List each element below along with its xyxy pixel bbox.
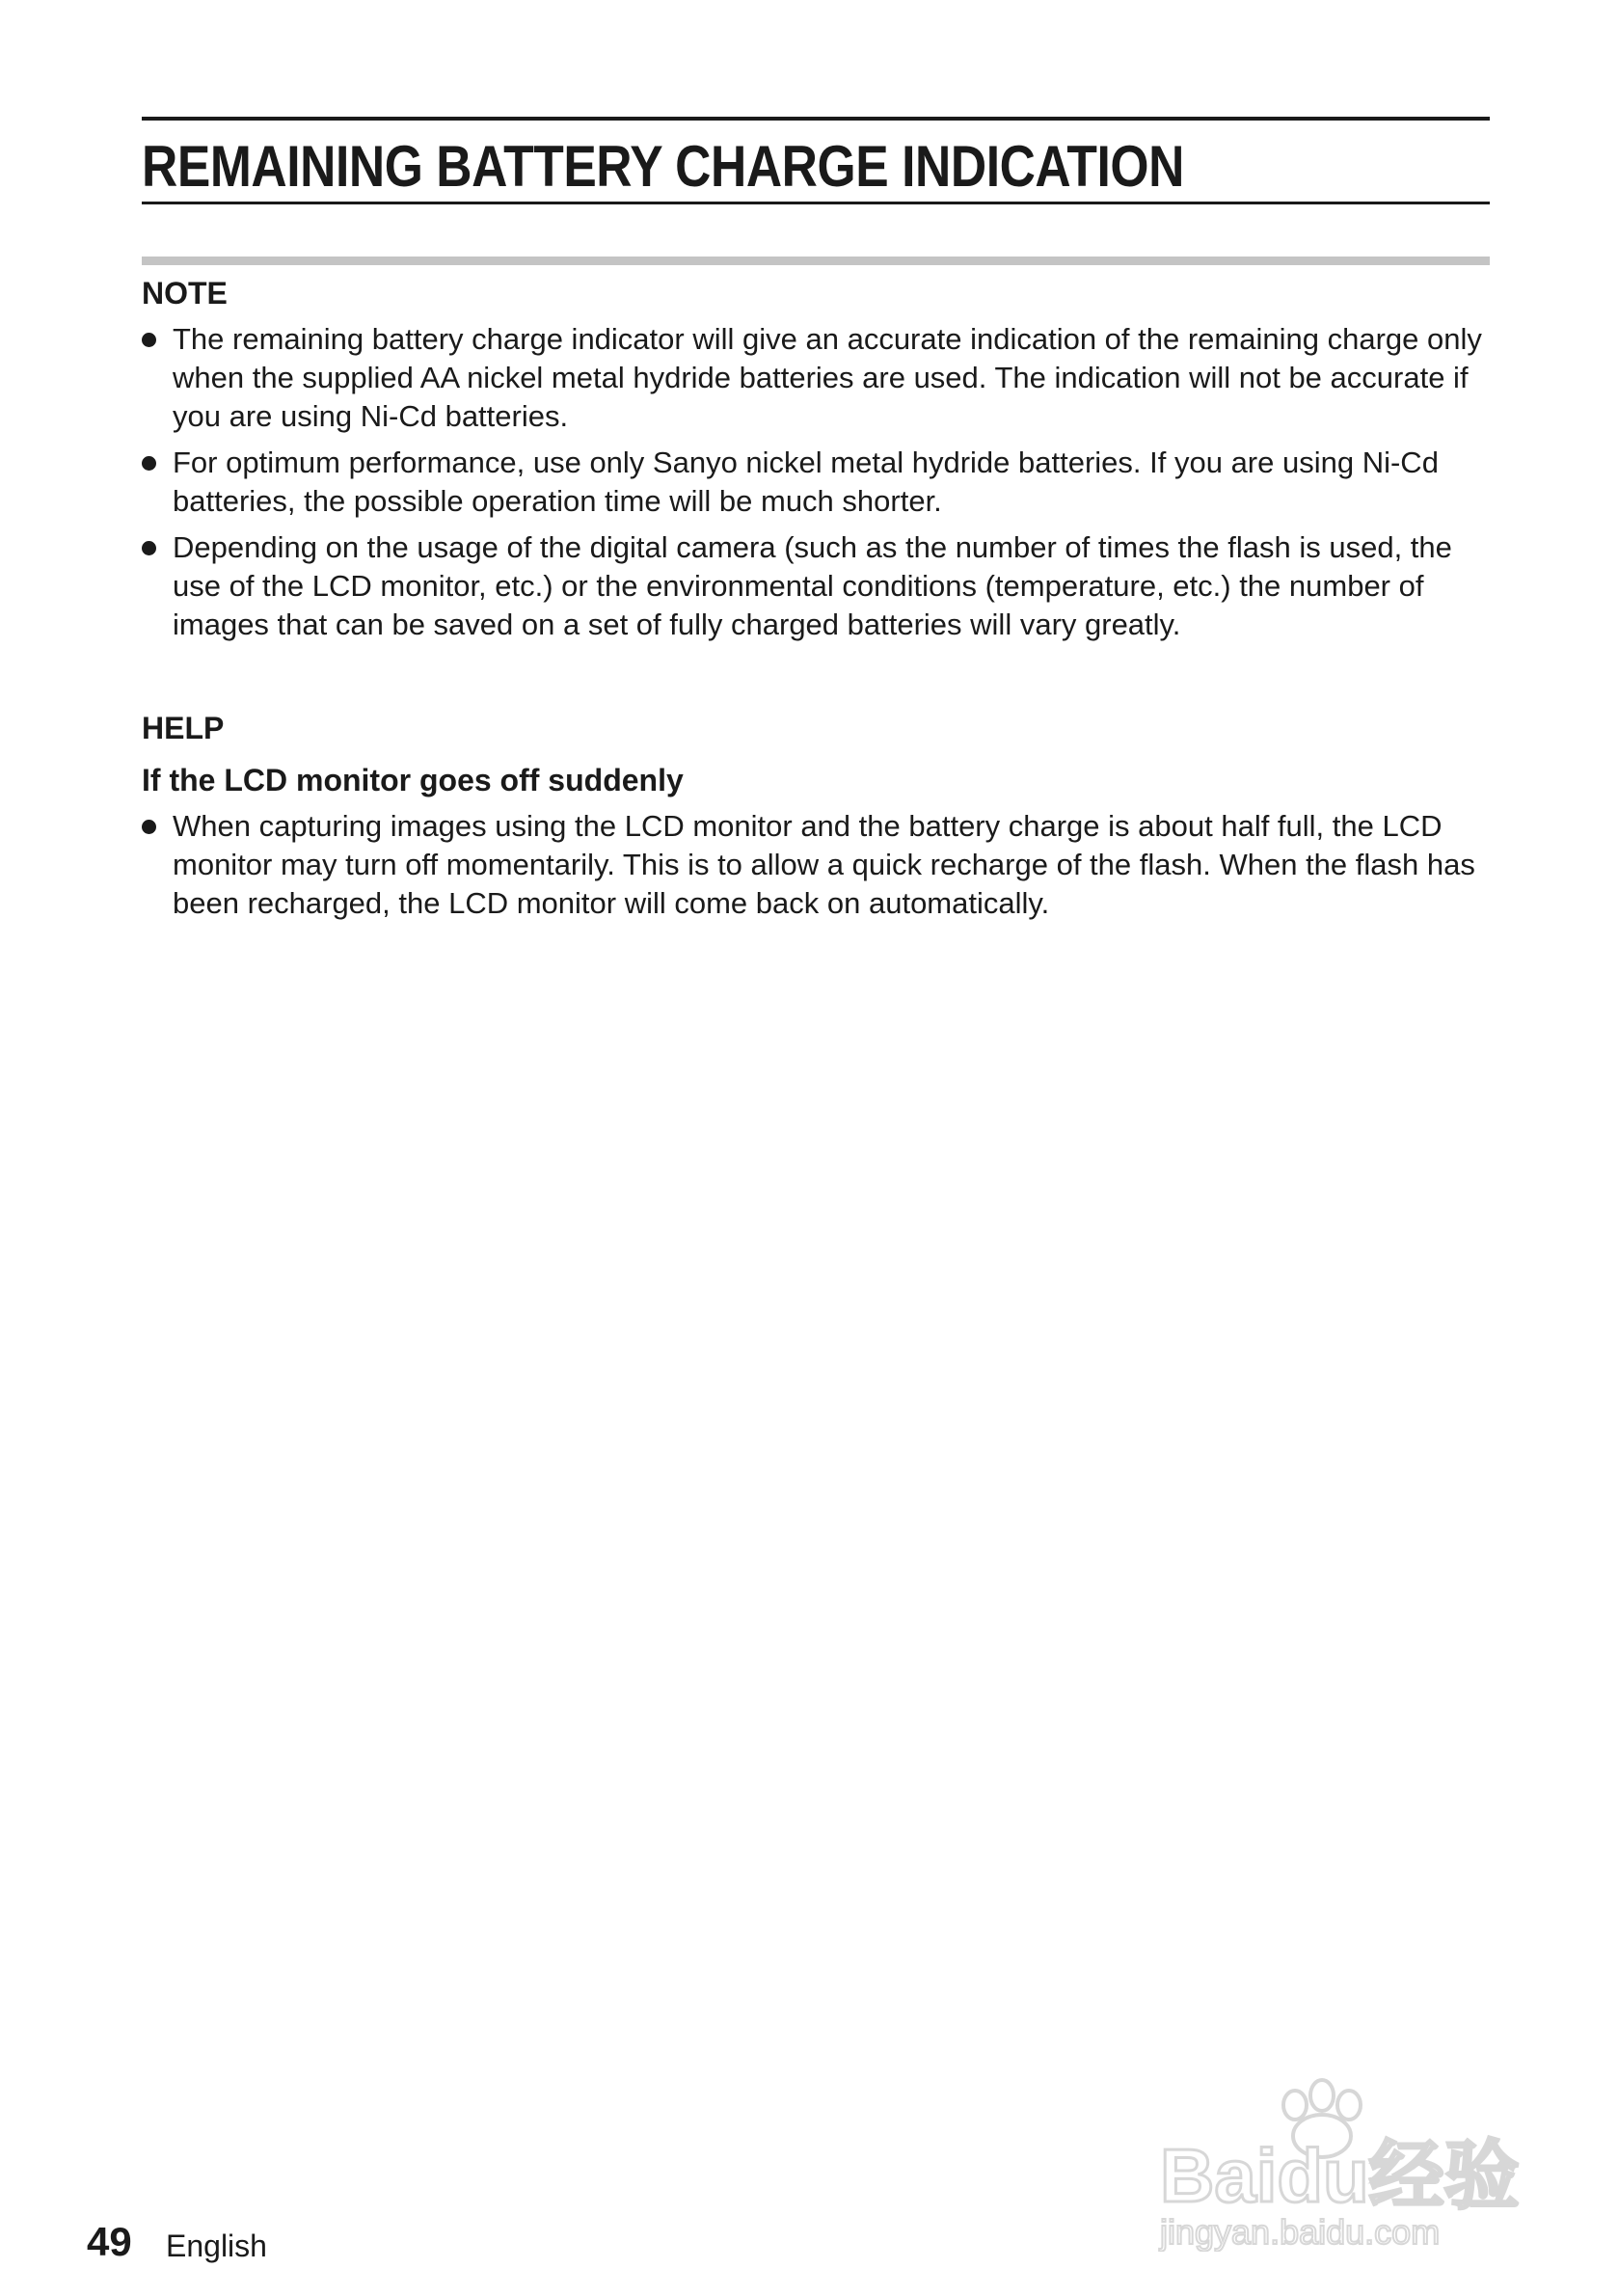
note-heading: NOTE bbox=[142, 276, 228, 311]
bullet-icon bbox=[142, 820, 156, 834]
list-item bbox=[142, 528, 1492, 644]
help-section bbox=[142, 709, 1492, 931]
help-list bbox=[142, 807, 1492, 923]
note-section bbox=[142, 274, 1492, 652]
note-list bbox=[142, 320, 1492, 644]
page-title: REMAINING BATTERY CHARGE INDICATION bbox=[142, 134, 1184, 199]
watermark-brand: Baidu经验 bbox=[1160, 2133, 1520, 2218]
title-top-rule bbox=[142, 117, 1490, 121]
help-item-text: When capturing images using the LCD monitor and the battery charge is about half full, the LCD monitor may turn off momentarily. This is to allow a quick recharge of the flash. When the flash has been recharged, the LCD monitor will come back on automatically. bbox=[173, 809, 1475, 920]
list-item bbox=[142, 807, 1492, 923]
bullet-icon bbox=[142, 456, 156, 471]
note-item-text: Depending on the usage of the digital camera (such as the number of times the flash is used, the use of the LCD monitor, etc.) or the environmental conditions (temperature, etc.) the number of images that can be saved on a set of fully charged batteries will vary greatly. bbox=[173, 530, 1452, 641]
title-bottom-rule bbox=[142, 202, 1490, 204]
note-item-text: The remaining battery charge indicator will give an accurate indication of the remaining charge only when the supplied AA nickel metal hydride batteries are used. The indication will not be accurate if you are using Ni-Cd batteries. bbox=[173, 322, 1482, 433]
list-item bbox=[142, 320, 1492, 436]
baidu-watermark-logo bbox=[1152, 2059, 1538, 2252]
help-heading: HELP bbox=[142, 711, 225, 745]
list-item bbox=[142, 444, 1492, 521]
watermark-url: jingyan.baidu.com bbox=[1160, 2212, 1441, 2252]
language-label: English bbox=[166, 2228, 267, 2263]
help-subheading: If the LCD monitor goes off suddenly bbox=[142, 763, 684, 797]
page-number: 49 bbox=[87, 2219, 132, 2264]
bullet-icon bbox=[142, 333, 156, 347]
section-divider bbox=[142, 257, 1490, 265]
note-item-text: For optimum performance, use only Sanyo nickel metal hydride batteries. If you are using Ni-Cd batteries, the possible operation time will be much shorter. bbox=[173, 446, 1439, 518]
bullet-icon bbox=[142, 541, 156, 555]
